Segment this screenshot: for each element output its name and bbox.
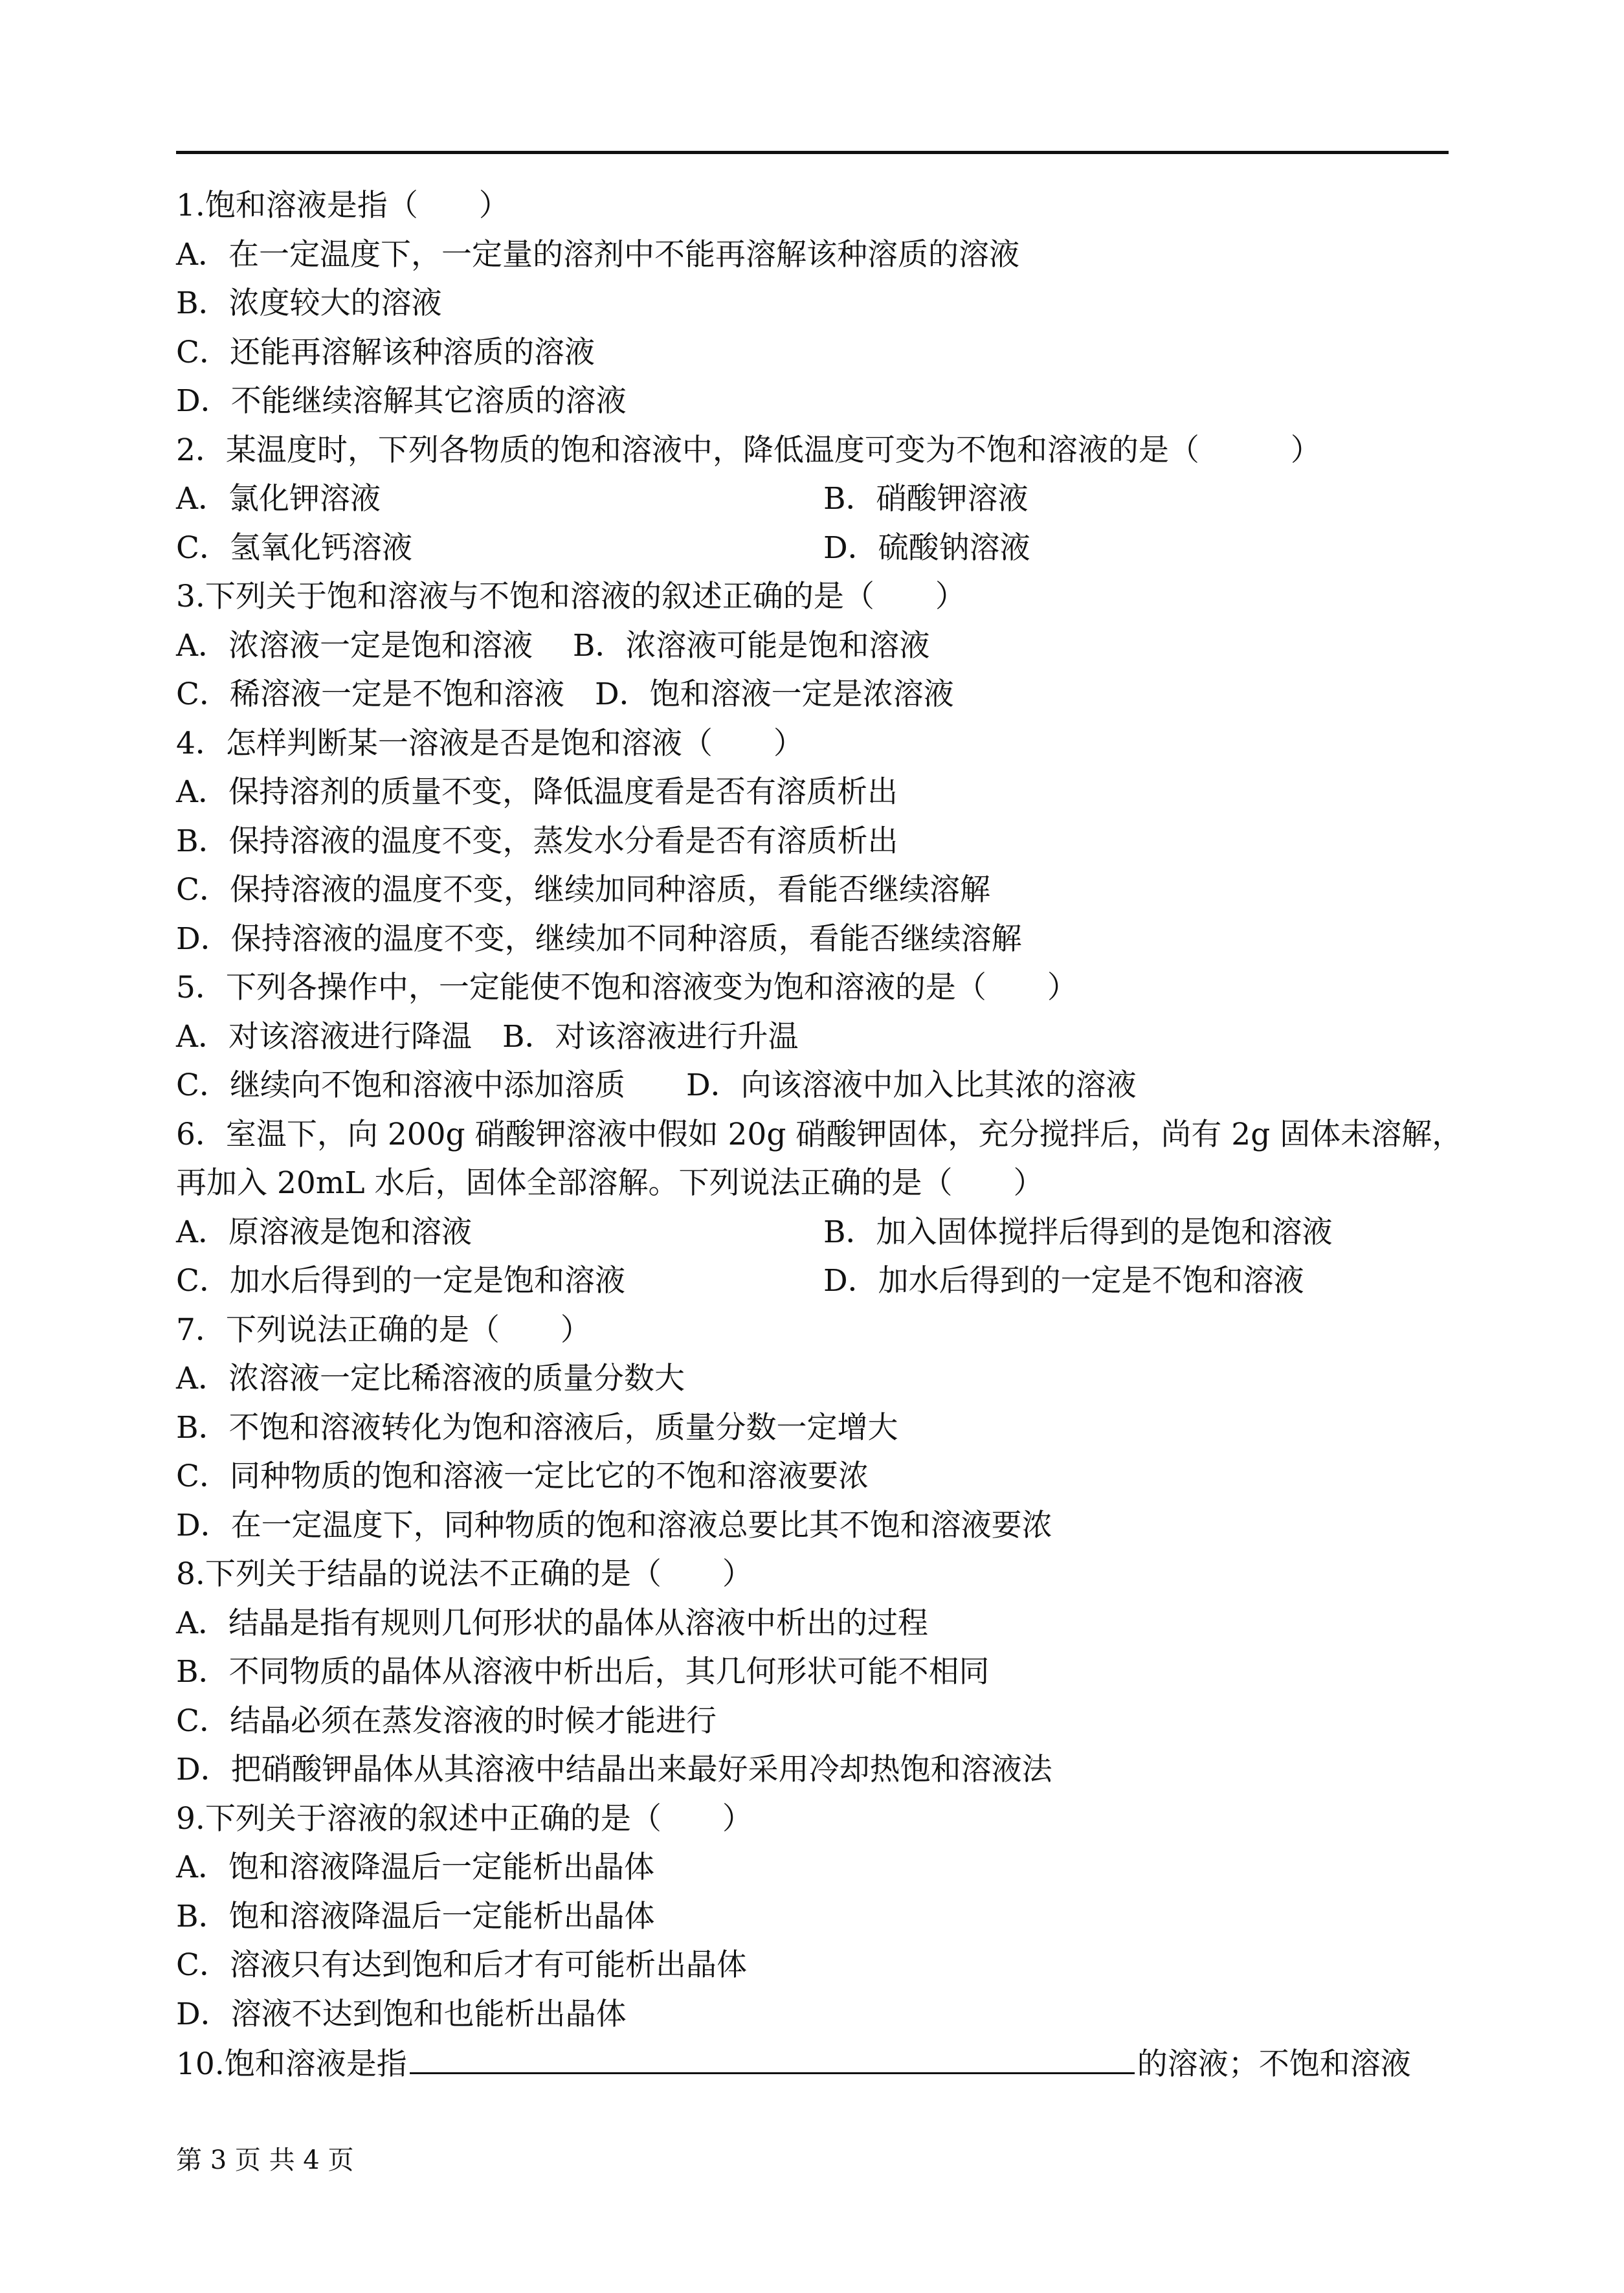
question-5-stem: 5．下列各操作中，一定能使不饱和溶液变为饱和溶液的是（ ） [176, 970, 1078, 1005]
question-9-option-a: A．饱和溶液降温后一定能析出晶体 [176, 1850, 654, 1885]
header-rule [176, 151, 1449, 154]
question-10-answer-blank[interactable] [410, 2039, 1135, 2074]
question-1-stem: 1.饱和溶液是指（ ） [176, 188, 509, 223]
question-1-option-b: B．浓度较大的溶液 [176, 285, 442, 321]
question-3-options-ab: A．浓溶液一定是饱和溶液 B．浓溶液可能是饱和溶液 [176, 627, 930, 664]
question-4-option-c: C．保持溶液的温度不变，继续加同种溶质，看能否继续溶解 [176, 872, 990, 908]
question-10-fill-in [176, 2039, 1464, 2088]
question-3-stem: 3.下列关于饱和溶液与不饱和溶液的叙述正确的是（ ） [176, 579, 966, 614]
question-8-option-b: B．不同物质的晶体从溶液中析出后，其几何形状可能不相同 [176, 1654, 990, 1690]
question-10-prefix: 10.饱和溶液是指 [176, 2046, 407, 2082]
question-7-option-a: A．浓溶液一定比稀溶液的质量分数大 [176, 1361, 685, 1396]
question-10-suffix: 的溶液；不饱和溶液 [1137, 2046, 1411, 2082]
question-6-option-c: C．加水后得到的一定是饱和溶液 [176, 1263, 625, 1299]
question-5-options-ab: A．对该溶液进行降温 B．对该溶液进行升温 [176, 1018, 799, 1055]
question-9-option-c: C．溶液只有达到饱和后才有可能析出晶体 [176, 1947, 747, 1983]
question-5-options-cd: C．继续向不饱和溶液中添加溶质 D．向该溶液中加入比其浓的溶液 [176, 1068, 1137, 1103]
question-8-option-a: A．结晶是指有规则几何形状的晶体从溶液中析出的过程 [176, 1605, 928, 1641]
question-4-option-b: B．保持溶液的温度不变，蒸发水分看是否有溶质析出 [176, 823, 898, 859]
question-list [176, 181, 1464, 2088]
question-6-stem: 6．室温下，向 200g 硝酸钾溶液中假如 20g 硝酸钾固体，充分搅拌后，尚有 2g 固体未溶解，再加入 20mL 水后，固体全部溶解。下列说法正确的是（ ） [176, 1116, 1463, 1201]
page-footer: 第 3 页 共 4 页 [176, 2145, 354, 2175]
question-2-row-1 [176, 475, 1464, 524]
question-1-option-d: D．不能继续溶解其它溶质的溶液 [176, 383, 627, 419]
question-1-option-c: C．还能再溶解该种溶质的溶液 [176, 334, 595, 370]
question-2-option-b: B．硝酸钾溶液 [823, 481, 1029, 517]
question-2-option-d: D．硫酸钠溶液 [823, 530, 1030, 566]
question-9-option-d: D．溶液不达到饱和也能析出晶体 [176, 1996, 627, 2032]
question-7-option-b: B．不饱和溶液转化为饱和溶液后，质量分数一定增大 [176, 1409, 898, 1446]
question-6-option-b: B．加入固体搅拌后得到的是饱和溶液 [823, 1214, 1333, 1250]
question-1-option-a: A．在一定温度下，一定量的溶剂中不能再溶解该种溶质的溶液 [176, 236, 1019, 273]
question-4-option-d: D．保持溶液的温度不变，继续加不同种溶质，看能否继续溶解 [176, 921, 1022, 957]
question-6-option-d: D．加水后得到的一定是不饱和溶液 [823, 1263, 1304, 1299]
question-8-stem: 8.下列关于结晶的说法不正确的是（ ） [176, 1556, 753, 1592]
question-2-stem: 2．某温度时，下列各物质的饱和溶液中，降低温度可变为不饱和溶液的是（ ） [176, 432, 1321, 468]
question-2-option-c: C．氢氧化钙溶液 [176, 530, 412, 566]
question-7-option-d: D．在一定温度下，同种物质的饱和溶液总要比其不饱和溶液要浓 [176, 1507, 1052, 1543]
question-4-stem: 4．怎样判断某一溶液是否是饱和溶液（ ） [176, 725, 804, 761]
question-6-row-1 [176, 1208, 1464, 1257]
question-7-option-c: C．同种物质的饱和溶液一定比它的不饱和溶液要浓 [176, 1459, 869, 1494]
question-4-option-a: A．保持溶剂的质量不变，降低温度看是否有溶质析出 [176, 774, 898, 810]
question-9-stem: 9.下列关于溶液的叙述中正确的是（ ） [176, 1800, 753, 1837]
question-7-stem: 7．下列说法正确的是（ ） [176, 1312, 591, 1348]
question-8-option-d: D．把硝酸钾晶体从其溶液中结晶出来最好采用冷却热饱和溶液法 [176, 1752, 1052, 1787]
question-9-option-b: B．饱和溶液降温后一定能析出晶体 [176, 1898, 655, 1934]
question-6-option-a: A．原溶液是饱和溶液 [176, 1214, 472, 1250]
question-2-option-a: A．氯化钾溶液 [176, 481, 381, 517]
question-3-options-cd: C．稀溶液一定是不饱和溶液 D．饱和溶液一定是浓溶液 [176, 677, 954, 712]
question-2-row-2 [176, 524, 1464, 573]
question-8-option-c: C．结晶必须在蒸发溶液的时候才能进行 [176, 1703, 717, 1739]
question-6-row-2 [176, 1257, 1464, 1306]
